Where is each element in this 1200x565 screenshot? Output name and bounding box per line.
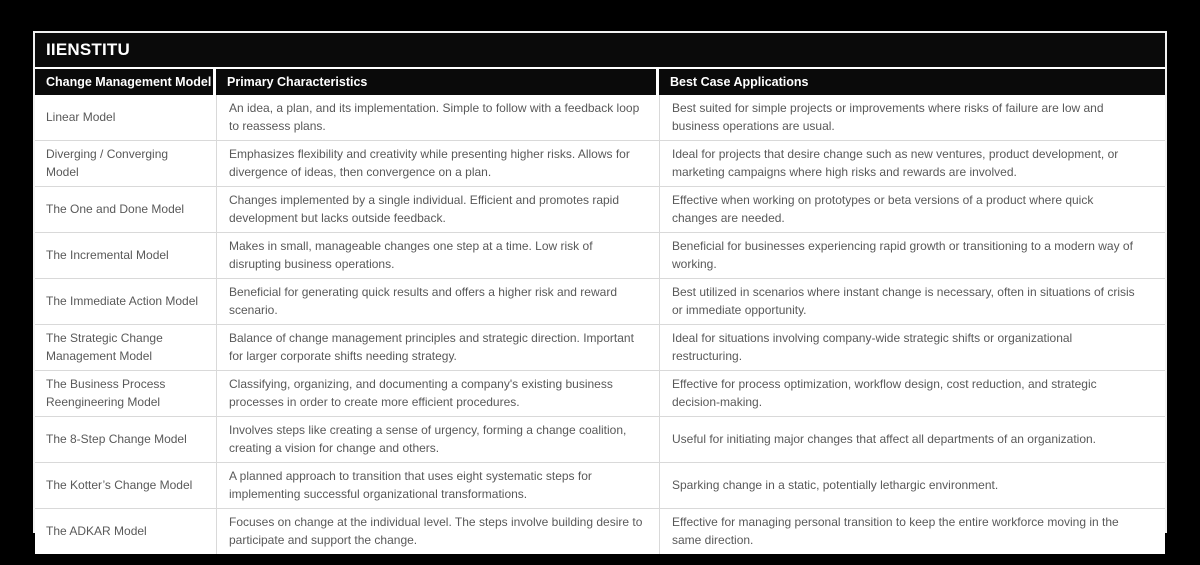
column-header-applications: Best Case Applications	[659, 69, 1165, 95]
characteristics-cell: Beneficial for generating quick results and offers a higher risk and reward scenario.	[216, 278, 659, 324]
characteristics-cell: Classifying, organizing, and documenting a company's existing business processes in order to create more efficient procedures.	[216, 370, 659, 416]
applications-cell: Effective for managing personal transition to keep the entire workforce moving in the same direction.	[659, 508, 1165, 554]
applications-cell: Useful for initiating major changes that affect all departments of an organization.	[659, 416, 1165, 462]
applications-cell: Ideal for situations involving company-wide strategic shifts or organizational restructuring.	[659, 324, 1165, 370]
applications-cell: Sparking change in a static, potentially lethargic environment.	[659, 462, 1165, 508]
characteristics-cell: A planned approach to transition that uses eight systematic steps for implementing successful organizational transformations.	[216, 462, 659, 508]
table-row	[35, 462, 1165, 508]
table-row	[35, 324, 1165, 370]
characteristics-cell: Makes in small, manageable changes one step at a time. Low risk of disrupting business operations.	[216, 232, 659, 278]
applications-cell: Beneficial for businesses experiencing rapid growth or transitioning to a modern way of working.	[659, 232, 1165, 278]
characteristics-cell: Changes implemented by a single individual. Efficient and promotes rapid development but lacks outside feedback.	[216, 186, 659, 232]
model-cell: The Strategic Change Management Model	[35, 324, 216, 370]
model-cell: The 8-Step Change Model	[35, 416, 216, 462]
table-row	[35, 508, 1165, 554]
model-cell: The Immediate Action Model	[35, 278, 216, 324]
table-row	[35, 416, 1165, 462]
applications-cell: Best suited for simple projects or improvements where risks of failure are low and business operations are usual.	[659, 95, 1165, 140]
model-cell: The Incremental Model	[35, 232, 216, 278]
model-cell: The Kotter’s Change Model	[35, 462, 216, 508]
characteristics-cell: Balance of change management principles and strategic direction. Important for larger corporate shifts needing strategy.	[216, 324, 659, 370]
applications-cell: Ideal for projects that desire change such as new ventures, product development, or marketing campaigns where high risks and rewards are involved.	[659, 140, 1165, 186]
table-row	[35, 140, 1165, 186]
brand-header	[35, 33, 1165, 69]
table-row	[35, 186, 1165, 232]
table-row	[35, 95, 1165, 140]
characteristics-cell: Focuses on change at the individual level. The steps involve building desire to participate and support the change.	[216, 508, 659, 554]
table-row	[35, 370, 1165, 416]
brand-title: IIENSTITU	[46, 40, 130, 59]
model-cell: The One and Done Model	[35, 186, 216, 232]
model-cell: The ADKAR Model	[35, 508, 216, 554]
applications-cell: Effective when working on prototypes or beta versions of a product where quick changes are needed.	[659, 186, 1165, 232]
column-header-model: Change Management Model	[35, 69, 216, 95]
applications-cell: Effective for process optimization, workflow design, cost reduction, and strategic decision-making.	[659, 370, 1165, 416]
model-cell: The Business Process Reengineering Model	[35, 370, 216, 416]
table-row	[35, 278, 1165, 324]
column-header-characteristics: Primary Characteristics	[216, 69, 659, 95]
table-row	[35, 232, 1165, 278]
comparison-table-card	[33, 31, 1167, 547]
characteristics-cell: Involves steps like creating a sense of urgency, forming a change coalition, creating a vision for change and others.	[216, 416, 659, 462]
characteristics-cell: Emphasizes flexibility and creativity while presenting higher risks. Allows for divergence of ideas, then convergence on a plan.	[216, 140, 659, 186]
model-cell: Linear Model	[46, 109, 116, 124]
table-header-row	[35, 69, 1165, 95]
characteristics-cell: An idea, a plan, and its implementation. Simple to follow with a feedback loop to reassess plans.	[216, 95, 659, 140]
applications-cell: Best utilized in scenarios where instant change is necessary, often in situations of crisis or immediate opportunity.	[659, 278, 1165, 324]
model-cell: Diverging / Converging Model	[35, 140, 216, 186]
